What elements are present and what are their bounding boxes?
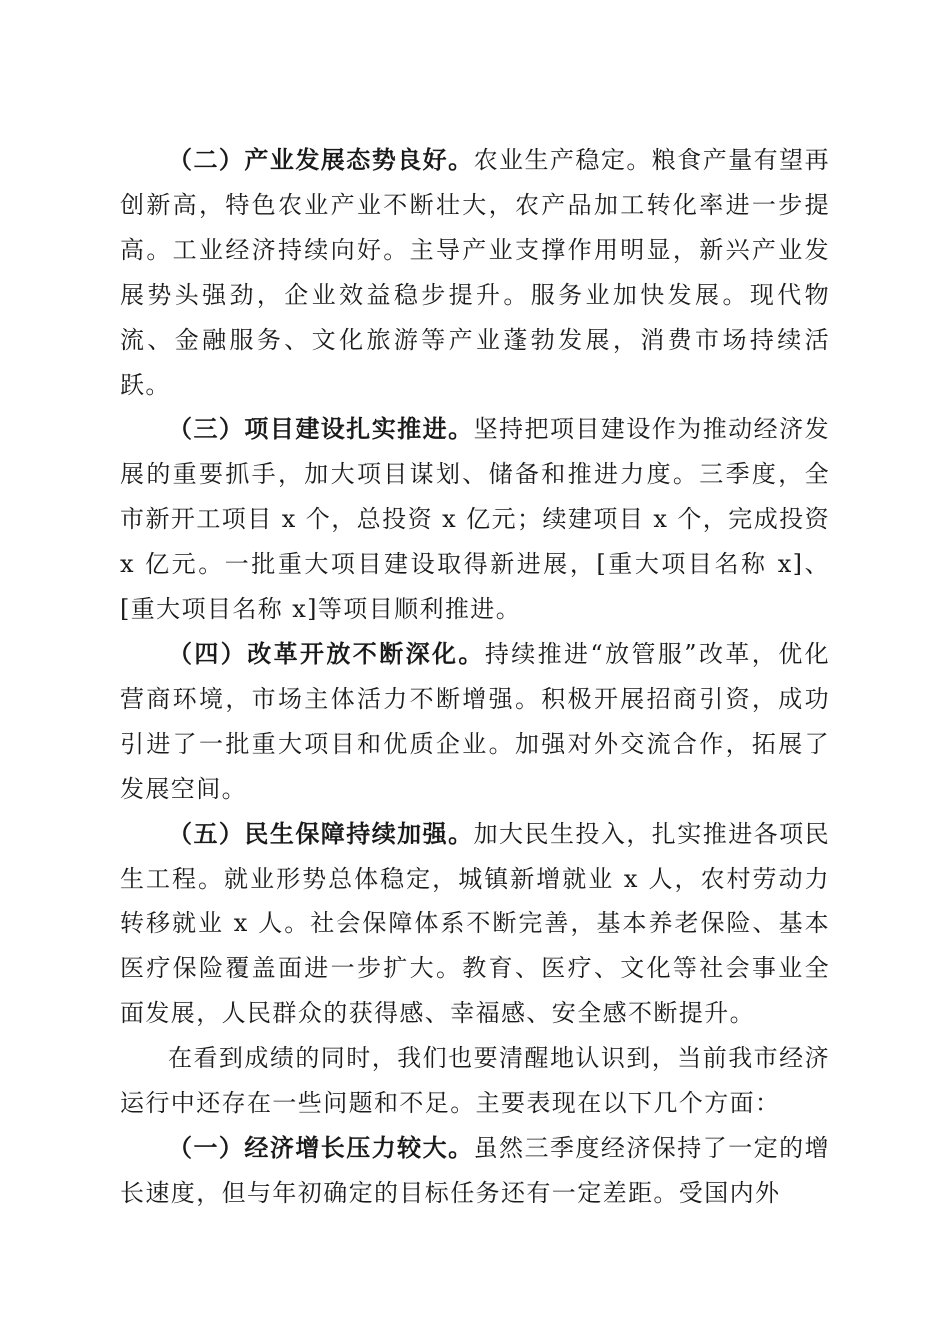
document-page (120, 138, 830, 1216)
section-heading: （一）经济增长压力较大。 (168, 1133, 474, 1162)
section-heading: （三）项目建设扎实推进。 (168, 415, 474, 444)
section-heading: （五）民生保障持续加强。 (168, 819, 474, 848)
paragraph-body: 坚持把项目建设作为推动经济发展的重要抓手，加大项目谋划、储备和推进力度。三季度，全市新开工项目 x 个，总投资 x 亿元；续建项目 x 个，完成投资 x 亿元。一批重大项目建设取得新进展，[重大项目名称 x]、[重大项目名称 x]等项目顺利推进。 (120, 415, 830, 624)
section-heading: （二）产业发展态势良好。 (168, 146, 474, 174)
paragraph-body: 虽然三季度经济保持了一定的增长速度，但与年初确定的目标任务还有一定差距。受国内外 (120, 1133, 830, 1207)
paragraph-body: 持续推进“放管服”改革，优化营商环境，市场主体活力不断增强。积极开展招商引资，成功引进了一批重大项目和优质企业。加强对外交流合作，拓展了发展空间。 (120, 639, 830, 803)
paragraph-body: 在看到成绩的同时，我们也要清醒地认识到，当前我市经济运行中还存在一些问题和不足。主要表现在以下几个方面： (120, 1044, 830, 1118)
paragraph-livelihood (120, 812, 830, 1037)
section-heading: （四）改革开放不断深化。 (168, 639, 485, 668)
paragraph-body: 加大民生投入，扎实推进各项民生工程。就业形势总体稳定，城镇新增就业 x 人，农村劳动力转移就业 x 人。社会保障体系不断完善，基本养老保险、基本医疗保险覆盖面进一步扩大。教育、医疗、文化等社会事业全面发展，人民群众的获得感、幸福感、安全感不断提升。 (120, 819, 830, 1028)
paragraph-transition (120, 1036, 830, 1126)
paragraph-projects (120, 407, 830, 632)
paragraph-reform (120, 632, 830, 812)
paragraph-industry (120, 138, 830, 407)
paragraph-growth-pressure (120, 1126, 830, 1216)
paragraph-body: 农业生产稳定。粮食产量有望再创新高，特色农业产业不断壮大，农产品加工转化率进一步提高。工业经济持续向好。主导产业支撑作用明显，新兴产业发展势头强劲，企业效益稳步提升。服务业加快发展。现代物流、金融服务、文化旅游等产业蓬勃发展，消费市场持续活跃。 (120, 146, 830, 399)
